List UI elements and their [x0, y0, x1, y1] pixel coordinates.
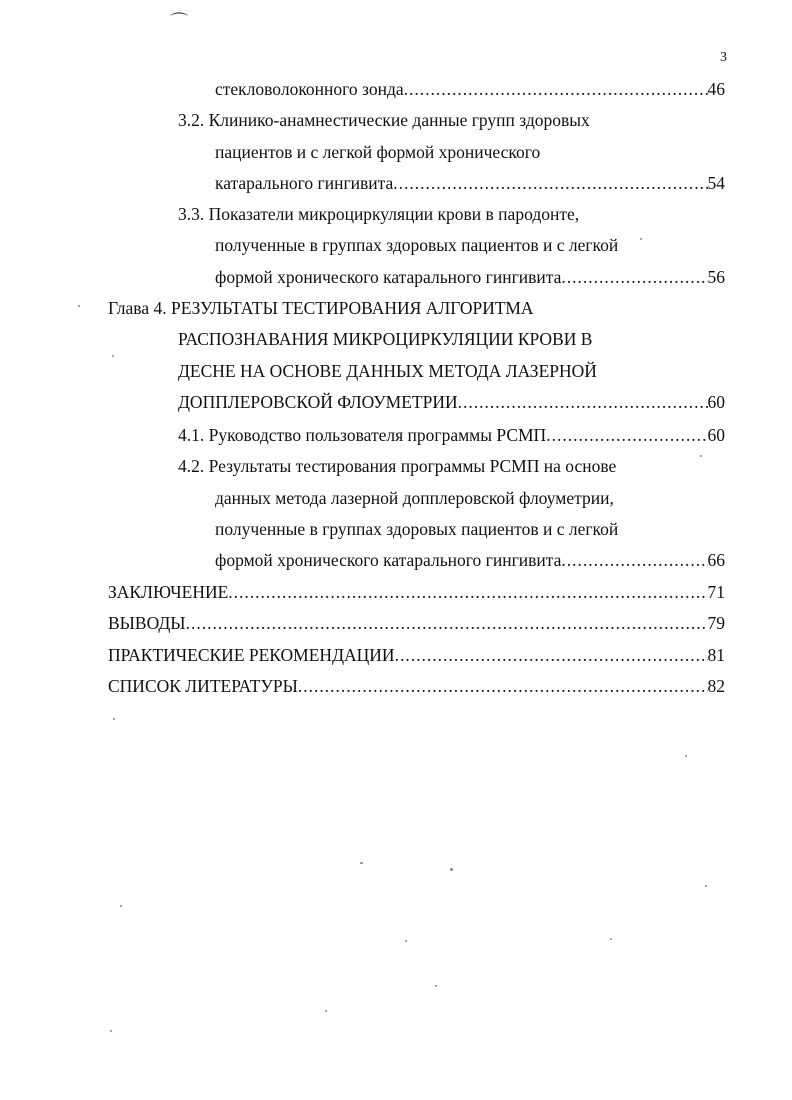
toc-entry-continuation: [215, 234, 618, 256]
toc-leader-dots: [298, 675, 708, 697]
toc-entry-text: формой хронического катарального гингивита: [215, 550, 562, 570]
scan-speck: [78, 305, 80, 307]
toc-leader-dots: [186, 612, 708, 634]
toc-entry-page: 81: [707, 645, 725, 665]
toc-entry-text: ПРАКТИЧЕСКИЕ РЕКОМЕНДАЦИИ: [108, 645, 395, 665]
toc-entry[interactable]: [178, 455, 616, 477]
toc-entry-text: Глава 4. РЕЗУЛЬТАТЫ ТЕСТИРОВАНИЯ АЛГОРИТМА: [108, 298, 534, 318]
toc-entry-text: 4.1. Руководство пользователя программы РСМП: [178, 425, 547, 445]
scan-speck: [640, 238, 642, 240]
toc-section-heading[interactable]: [108, 644, 725, 666]
toc-entry[interactable]: [178, 203, 579, 225]
scan-speck: [405, 940, 407, 942]
scan-speck: [435, 985, 437, 987]
scan-speck: [113, 718, 115, 720]
scan-speck: [685, 755, 687, 757]
toc-entry-page: 71: [707, 582, 725, 602]
toc-entry-continuation[interactable]: [215, 549, 725, 571]
toc-entry-continuation[interactable]: [178, 391, 725, 413]
scan-speck: [110, 1030, 112, 1032]
toc-entry-text: стекловолоконного зонда: [215, 79, 404, 99]
toc-entry-page: 54: [707, 173, 725, 193]
toc-leader-dots: [228, 581, 707, 603]
toc-entry[interactable]: [178, 424, 725, 446]
toc-entry-continuation[interactable]: [215, 172, 725, 194]
toc-entry-page: 82: [707, 676, 725, 696]
toc-section-heading[interactable]: [108, 581, 725, 603]
scan-speck: [610, 938, 612, 940]
scan-speck: [700, 455, 702, 457]
toc-leader-dots: [561, 549, 707, 571]
toc-entry-text: ДЕСНЕ НА ОСНОВЕ ДАННЫХ МЕТОДА ЛАЗЕРНОЙ: [178, 361, 597, 381]
toc-entry-text: полученные в группах здоровых пациентов и с легкой: [215, 519, 619, 539]
toc-entry-text: ЗАКЛЮЧЕНИЕ: [108, 582, 229, 602]
toc-entry-page: 79: [707, 613, 725, 633]
toc-entry-continuation: [178, 360, 597, 382]
toc-entry-text: катарального гингивита: [215, 173, 394, 193]
toc-entry-text: СПИСОК ЛИТЕРАТУРЫ: [108, 676, 298, 696]
toc-entry-page: 66: [707, 550, 725, 570]
toc-section-heading[interactable]: [108, 612, 725, 634]
toc-leader-dots: [458, 391, 708, 413]
toc-entry-text: формой хронического катарального гингивита: [215, 267, 562, 287]
toc-entry-text: полученные в группах здоровых пациентов и с легкой: [215, 235, 619, 255]
toc-entry-text: ВЫВОДЫ: [108, 613, 186, 633]
toc-entry[interactable]: [215, 78, 725, 100]
scan-speck: [325, 1010, 327, 1012]
page-number: 3: [720, 50, 727, 65]
toc-entry-page: 60: [707, 425, 725, 445]
toc-entry-continuation: [178, 328, 592, 350]
scan-speck: [112, 355, 114, 357]
scan-speck: [450, 868, 453, 871]
toc-leader-dots: [546, 424, 707, 446]
toc-leader-dots: [393, 172, 707, 194]
scan-speck: [360, 862, 363, 864]
toc-entry-page: 60: [707, 392, 725, 412]
toc-leader-dots: [404, 78, 708, 100]
toc-entry-continuation: [215, 487, 614, 509]
toc-entry[interactable]: [178, 109, 590, 131]
toc-entry-text: РАСПОЗНАВАНИЯ МИКРОЦИРКУЛЯЦИИ КРОВИ В: [178, 329, 593, 349]
toc-entry-page: 56: [707, 267, 725, 287]
toc-entry-continuation: [215, 141, 540, 163]
toc-entry-text: данных метода лазерной допплеровской флоуметрии,: [215, 488, 614, 508]
toc-entry-page: 46: [707, 79, 725, 99]
toc-entry-text: 4.2. Результаты тестирования программы РСМП на основе: [178, 456, 617, 476]
toc-entry-continuation: [215, 518, 618, 540]
scan-speck: [705, 885, 707, 887]
toc-section-heading[interactable]: [108, 675, 725, 697]
toc-chapter-heading[interactable]: [108, 297, 534, 319]
toc-entry-continuation[interactable]: [215, 266, 725, 288]
toc-entry-text: ДОППЛЕРОВСКОЙ ФЛОУМЕТРИИ: [178, 392, 458, 412]
toc-leader-dots: [561, 266, 707, 288]
scan-speck: [120, 905, 122, 907]
toc-leader-dots: [395, 644, 708, 666]
toc-entry-text: 3.3. Показатели микроциркуляции крови в пародонте,: [178, 204, 580, 224]
scan-artifact-mark: ⌒: [170, 12, 188, 32]
toc-entry-text: пациентов и с легкой формой хронического: [215, 142, 541, 162]
toc-entry-text: 3.2. Клинико-анамнестические данные групп здоровых: [178, 110, 590, 130]
